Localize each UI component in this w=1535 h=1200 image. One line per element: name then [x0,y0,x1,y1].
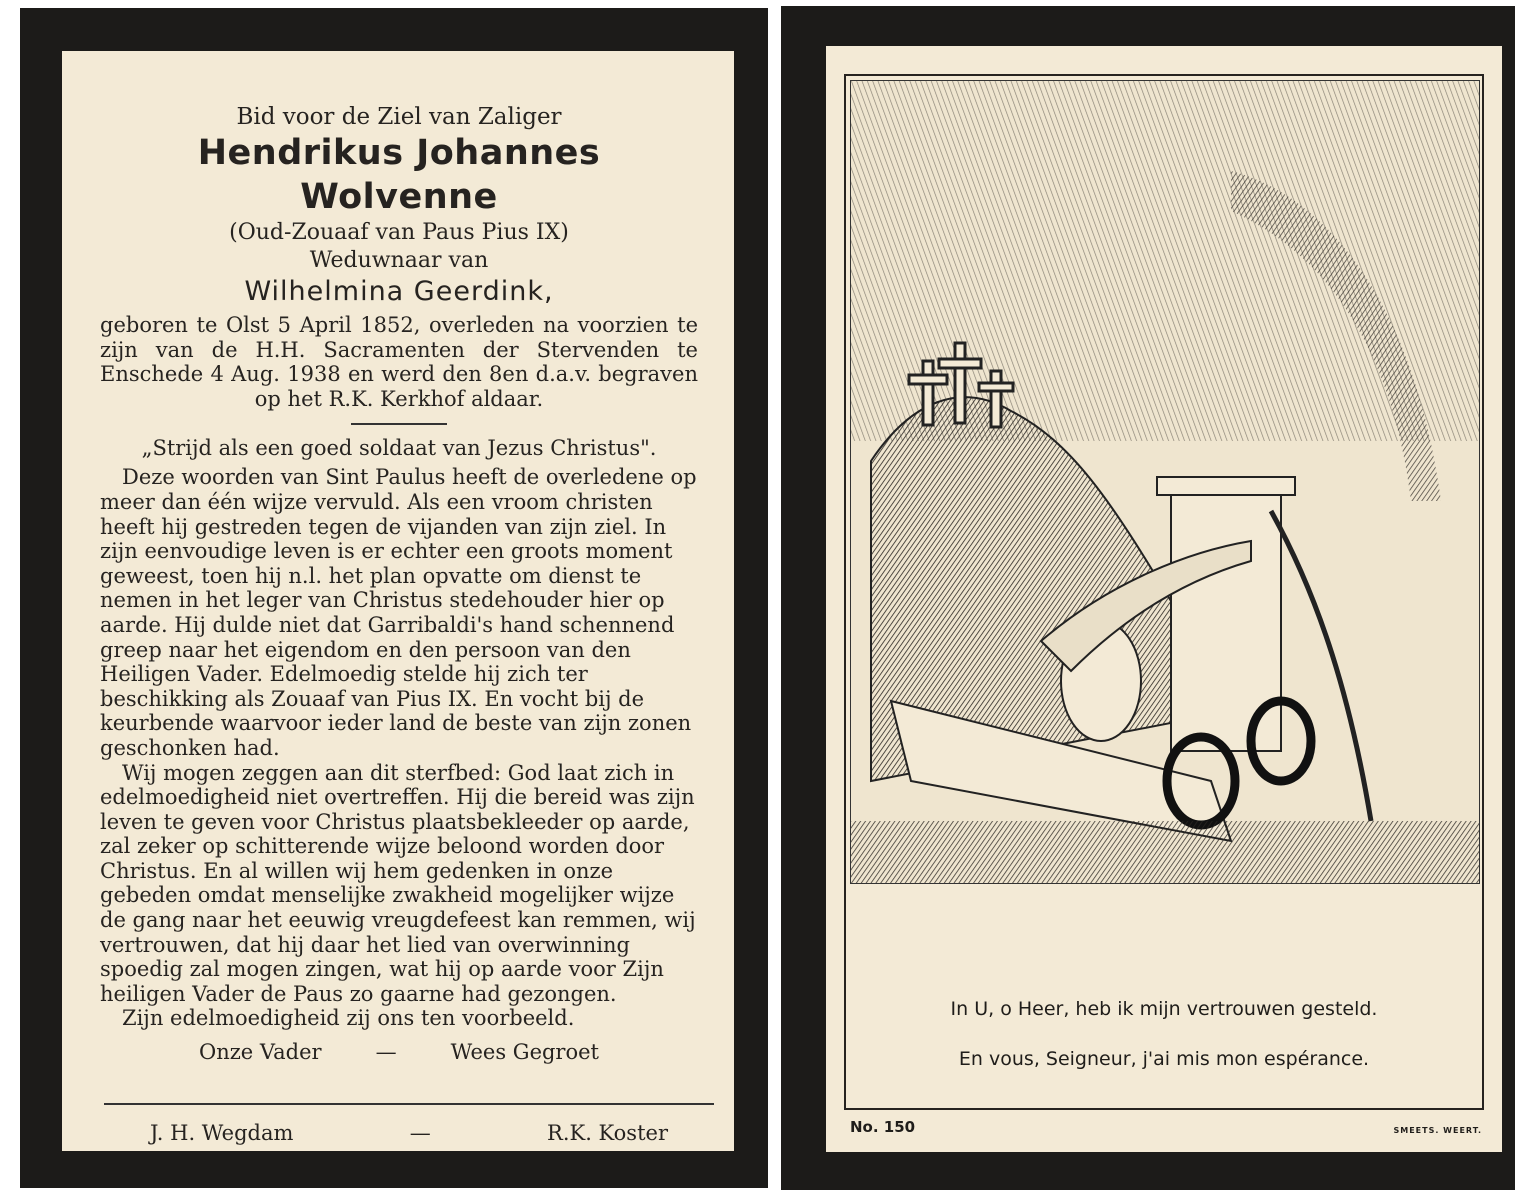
prayer-heading: Bid voor de Ziel van Zaliger [236,104,562,130]
ground-grass [851,821,1479,883]
divider-short [351,423,447,425]
eulogy-paragraph-1: Deze woorden van Sint Paulus heeft de overledene op meer dan één wijze vervuld. Als een vroom christen heeft hij gestreden tegen de vijanden van zijn ziel. In zijn eenvoudige leven is er echter een groots moment geweest, toen hij n.l. het plan opvatte om dienst te nemen in het leger van Christus stedehouder hier op aarde. Hij dulde niet dat Garribaldi's hand schennend greep naar het eigendom en den persoon van den Heiligen Vader. Edelmoedig stelde hij zich ter beschikking als Zouaaf van Pius IX. En vocht bij de keurbende waarvoor ieder land de beste van zijn zonen geschonken had. [100,465,697,760]
card-number: No. 150 [850,1118,916,1136]
printer-line [150,1121,668,1145]
deceased-name: Hendrikus Johannes Wolvenne [197,133,601,217]
widower-of-label: Weduwnaar van [309,248,489,273]
prayer-dash: — [375,1040,397,1065]
closing-line: Zijn edelmoedigheid zij ons ten voorbeeld. [122,1006,575,1031]
life-details: geboren te Olst 5 April 1852, overleden na voorzien te zijn van de H.H. Sacramenten der Stervenden te Enschede 4 Aug. 1938 en werd den 8en d.a.v. begraven op het R.K. Kerkhof aldaar. [100,313,698,411]
caption-french: En vous, Seigneur, j'ai mis mon espérance. [958,1048,1370,1070]
printer-dash: — [409,1121,431,1145]
caption-dutch: In U, o Heer, heb ik mijn vertrouwen gesteld. [950,998,1378,1020]
printer-role: R.K. Koster [547,1121,668,1145]
left-card-paper [62,51,734,1151]
prayer-hail-mary: Wees Gegroet [450,1040,599,1065]
eulogy-paragraph-2: Wij mogen zeggen aan dit sterfbed: God laat zich in edelmoedigheid niet overtreffen. Hij die bereid was zijn leven te geven voor Christus plaatsbekleeder op aarde, zal zeker op schitterende wijze beloond worden door Christus. En al willen wij hem gedenken in onze gebeden omdat menselijke zwakheid mogelijker wijze de gang naar het eeuwig vreugdefeest kan remmen, wij vertrouwen, dat hij daar het lied van overwinning spoedig zal mogen zingen, wat hij op aarde voor Zijn heiligen Vader de Paus zo gaarne had gezongen. [100,760,696,1006]
memorial-card-right [781,6,1515,1190]
spouse-name: Wilhelmina Geerdink, [244,276,554,307]
divider-long [104,1103,714,1105]
printer-name: J. H. Wegdam [150,1121,294,1145]
deceased-subtitle: (Oud-Zouaaf van Paus Pius IX) [229,220,569,245]
memorial-card-left [20,8,768,1188]
prayer-line [199,1037,599,1067]
right-card-paper [826,46,1502,1152]
engraving-illustration [850,80,1480,884]
printer-mark: SMEETS. WEERT. [1393,1126,1482,1135]
image-frame [844,74,1484,1110]
prayer-our-father: Onze Vader [199,1040,322,1065]
bible-quote: „Strijd als een goed soldaat van Jezus Christus". [141,436,657,461]
